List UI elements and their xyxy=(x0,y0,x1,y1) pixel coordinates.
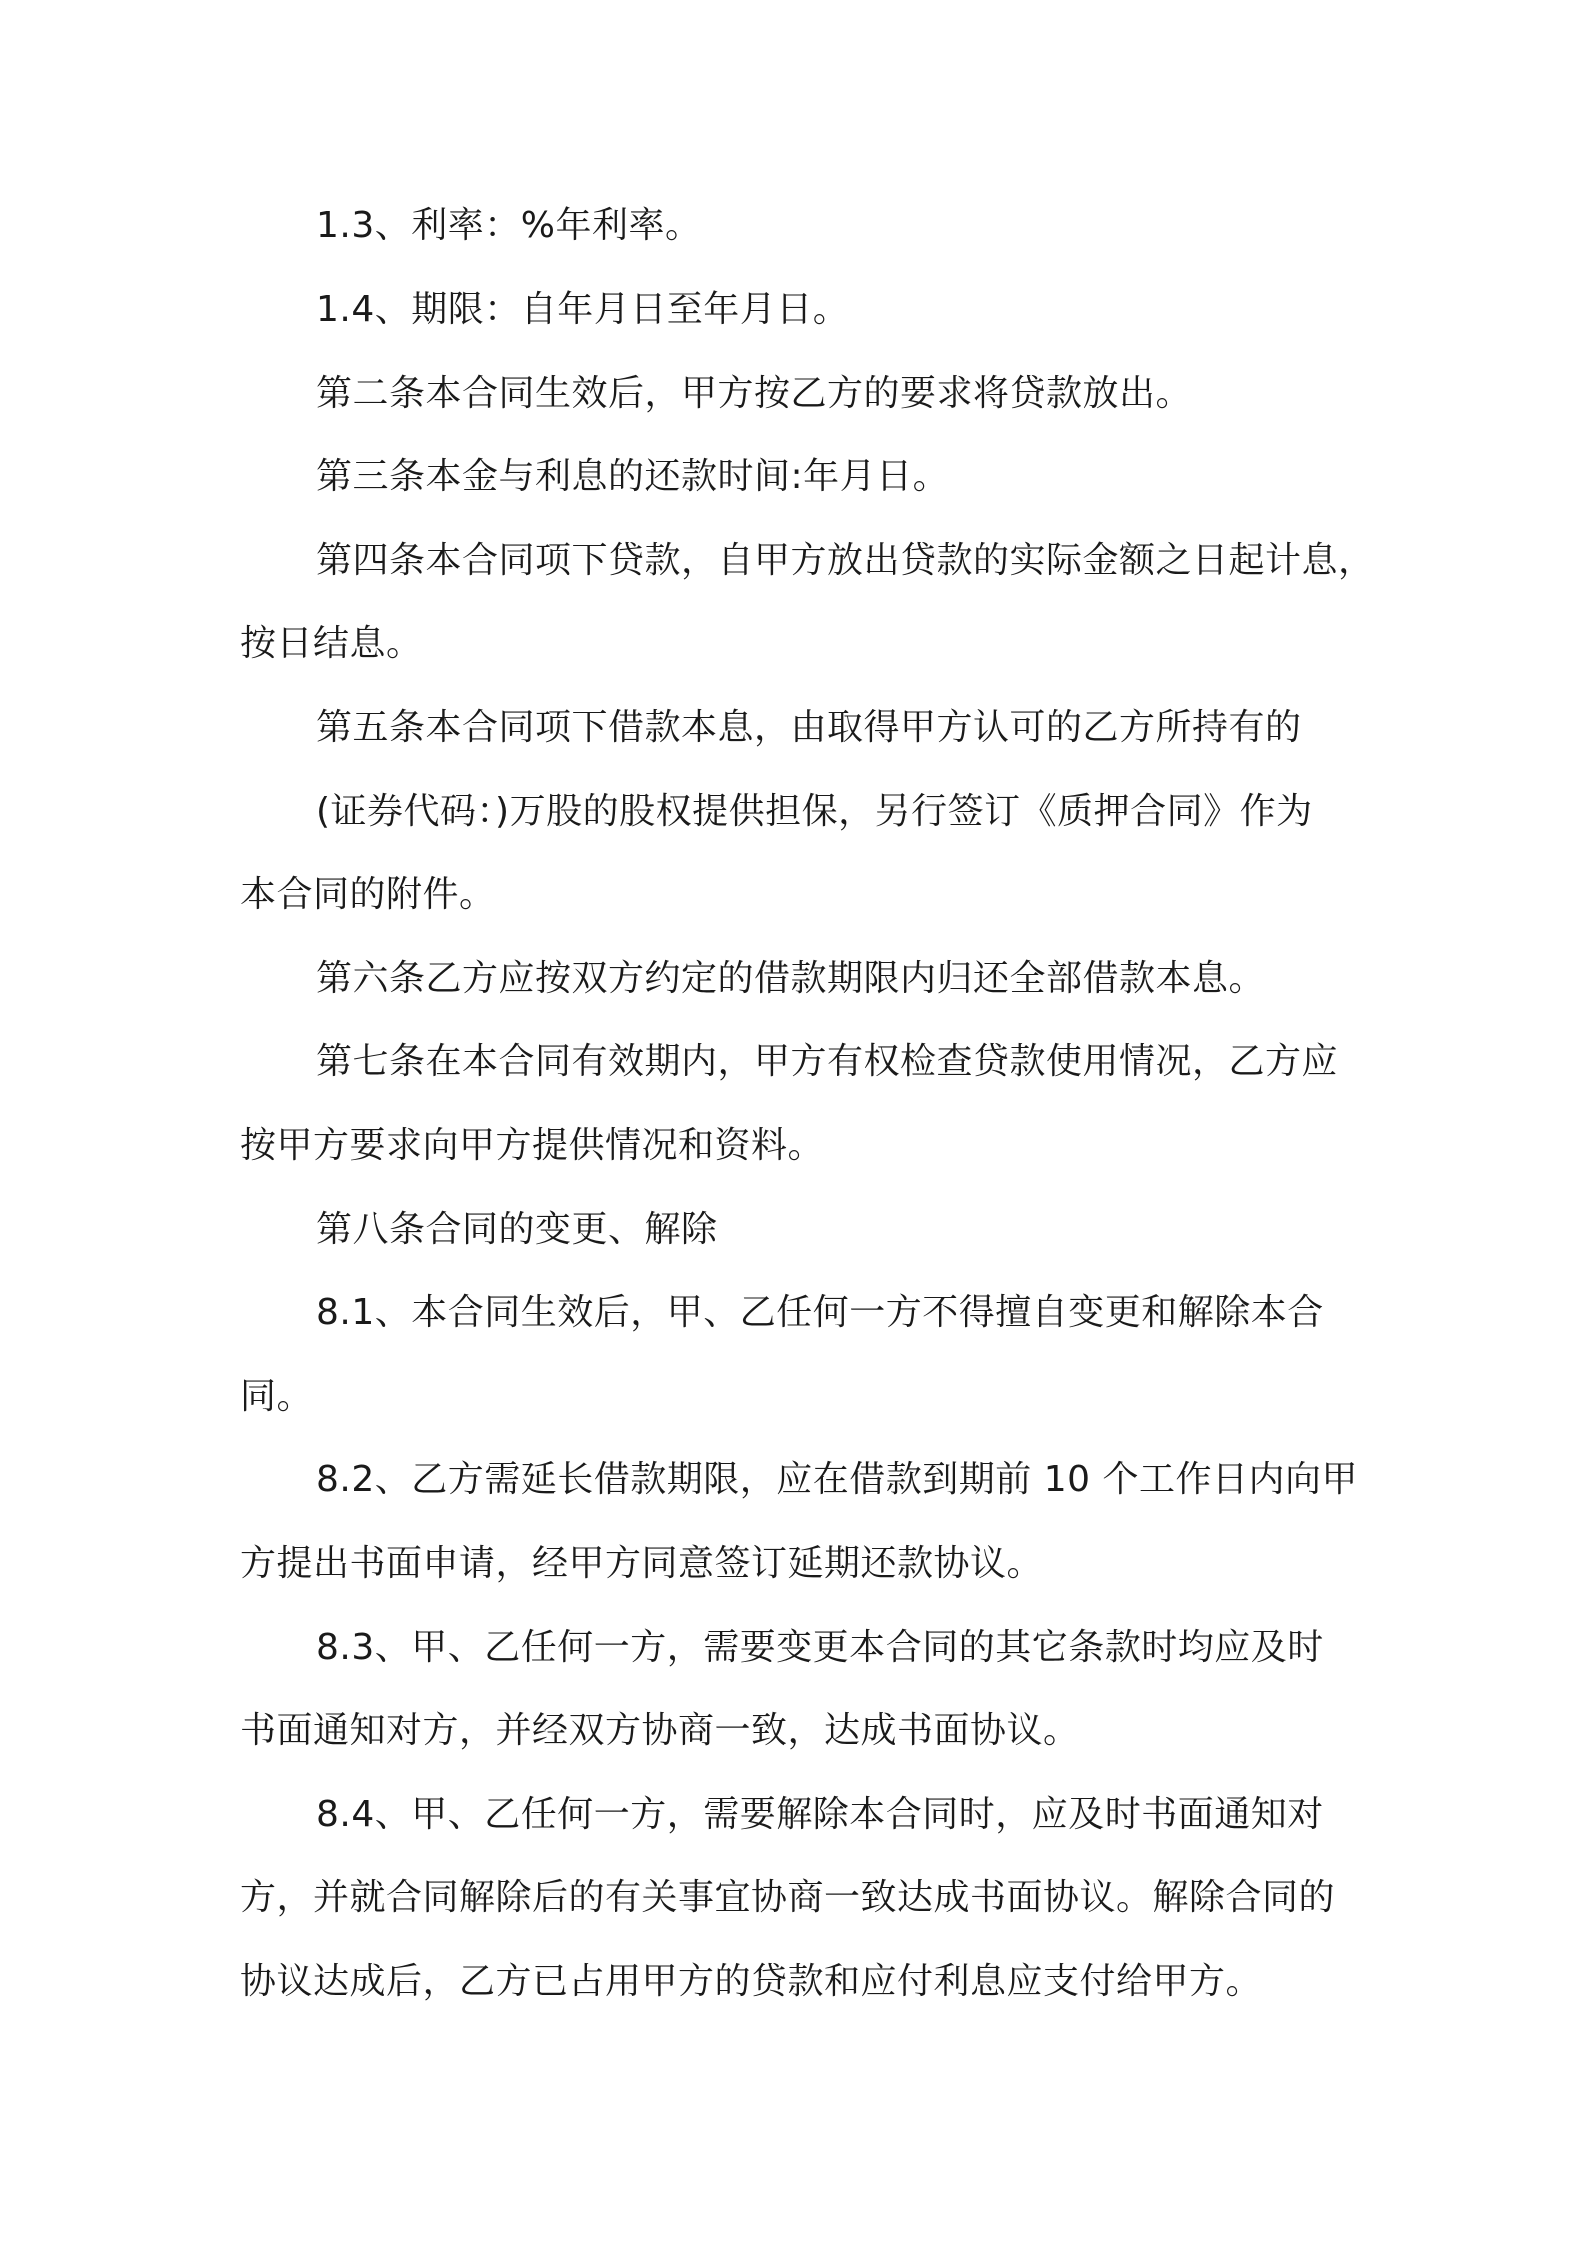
article-8-heading: 第八条合同的变更、解除 xyxy=(316,1209,718,1250)
clause-1-3: 1.3、利率：%年利率。 xyxy=(316,205,702,246)
article-2: 第二条本合同生效后，甲方按乙方的要求将贷款放出。 xyxy=(316,373,1193,414)
article-4-line-2: 按日结息。 xyxy=(240,623,423,664)
article-7-line-1: 第七条在本合同有效期内，甲方有权检查贷款使用情况，乙方应 xyxy=(316,1041,1339,1082)
clause-8-4-line-1: 8.4、甲、乙任何一方，需要解除本合同时，应及时书面通知对 xyxy=(316,1794,1324,1835)
clause-8-2-line-2: 方提出书面申请，经甲方同意签订延期还款协议。 xyxy=(240,1543,1044,1584)
article-7-line-2: 按甲方要求向甲方提供情况和资料。 xyxy=(240,1125,825,1166)
clause-8-3-line-2: 书面通知对方，并经双方协商一致，达成书面协议。 xyxy=(240,1710,1080,1751)
article-5-line-1: 第五条本合同项下借款本息，由取得甲方认可的乙方所持有的 xyxy=(316,707,1302,748)
article-6: 第六条乙方应按双方约定的借款期限内归还全部借款本息。 xyxy=(316,958,1266,999)
clause-1-4: 1.4、期限：自年月日至年月日。 xyxy=(316,289,850,330)
clause-8-1-line-1: 8.1、本合同生效后，甲、乙任何一方不得擅自变更和解除本合 xyxy=(316,1292,1324,1333)
article-5-line-3: 本合同的附件。 xyxy=(240,874,496,915)
clause-8-4-line-3: 协议达成后，乙方已占用甲方的贷款和应付利息应支付给甲方。 xyxy=(240,1961,1263,2002)
clause-8-1-line-2: 同。 xyxy=(240,1376,314,1417)
clause-8-3-line-1: 8.3、甲、乙任何一方，需要变更本合同的其它条款时均应及时 xyxy=(316,1627,1324,1668)
article-3: 第三条本金与利息的还款时间:年月日。 xyxy=(316,456,950,497)
clause-8-4-line-2: 方，并就合同解除后的有关事宜协商一致达成书面协议。解除合同的 xyxy=(240,1877,1336,1918)
clause-8-2-line-1: 8.2、乙方需延长借款期限，应在借款到期前 10 个工作日内向甲 xyxy=(316,1459,1358,1500)
article-4-line-1: 第四条本合同项下贷款，自甲方放出贷款的实际金额之日起计息， xyxy=(316,540,1375,581)
article-5-line-2: (证券代码：)万股的股权提供担保，另行签订《质押合同》作为 xyxy=(316,791,1313,832)
